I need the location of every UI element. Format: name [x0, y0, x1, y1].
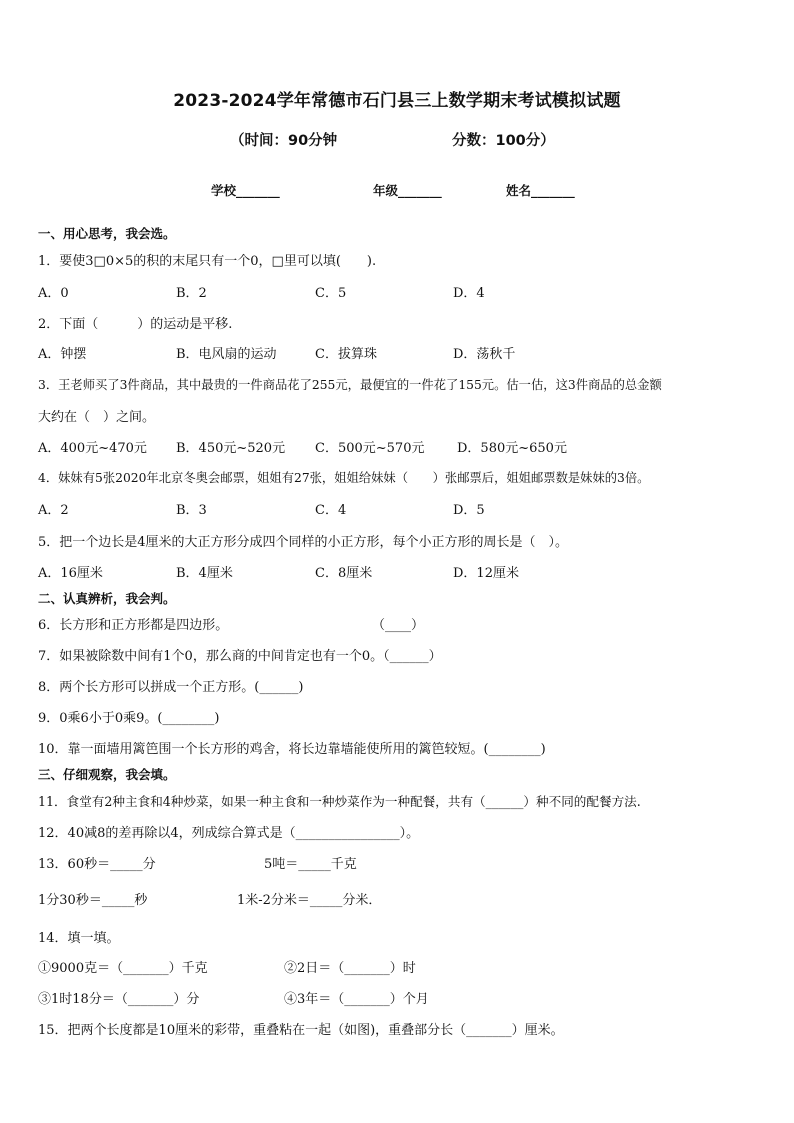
option-c: C．4 — [315, 503, 347, 518]
option-d: D．5 — [453, 503, 485, 518]
question-13-part-2: 5吨＝_____千克 — [264, 857, 357, 872]
exam-score: 分数：100分） — [452, 133, 555, 149]
question-14-part-3: ③1时18分＝（_______）分 — [38, 992, 200, 1007]
section-heading-3: 三、仔细观察，我会填。 — [38, 767, 176, 782]
name-field: 姓名_______ — [506, 183, 575, 198]
question-14: 14．填一填。 — [38, 931, 120, 946]
question-10: 10．靠一面墙用篱笆围一个长方形的鸡舍，将长边靠墙能使所用的篱笆较短。(________) — [38, 742, 546, 757]
option-b: B．3 — [176, 503, 207, 518]
question-4: 4．妹妹有5张2020年北京冬奥会邮票，姐姐有27张，姐姐给妹妹（ ）张邮票后，姐姐邮票数是妹妹的3倍。 — [38, 471, 650, 485]
option-c: C．8厘米 — [315, 566, 373, 581]
exam-time: （时间：90分钟 — [230, 133, 338, 149]
question-14-part-4: ④3年＝（_______）个月 — [284, 992, 429, 1007]
option-a: A．2 — [38, 503, 69, 518]
option-a: A．0 — [38, 286, 69, 301]
option-c: C．拔算珠 — [315, 347, 377, 362]
question-9: 9．0乘6小于0乘9。(________) — [38, 711, 220, 726]
question-13-part-3: 1分30秒＝_____秒 — [38, 893, 148, 908]
option-c: C．500元~570元 — [315, 441, 425, 456]
option-b: B．2 — [176, 286, 207, 301]
question-5: 5．把一个边长是4厘米的大正方形分成四个同样的小正方形，每个小正方形的周长是（ ）。 — [38, 535, 569, 550]
question-13-part-1: 13．60秒＝_____分 — [38, 857, 156, 872]
question-3-cont: 大约在（ ）之间。 — [38, 410, 156, 425]
option-c: C．5 — [315, 286, 347, 301]
question-1: 1．要使3□0×5的积的末尾只有一个0，□里可以填( ). — [38, 254, 377, 269]
option-a: A．16厘米 — [38, 566, 103, 581]
option-a: A．钟摆 — [38, 347, 87, 362]
question-12: 12．40减8的差再除以4，列成综合算式是（________________）。 — [38, 826, 420, 841]
question-13-part-4: 1米-2分米＝_____分米． — [237, 893, 382, 908]
question-6: 6．长方形和正方形都是四边形。 — [38, 618, 229, 633]
option-b: B．4厘米 — [176, 566, 233, 581]
option-d: D．荡秋千 — [453, 347, 516, 362]
question-7: 7．如果被除数中间有1个0，那么商的中间肯定也有一个0。（______） — [38, 649, 442, 664]
question-15: 15．把两个长度都是10厘米的彩带，重叠粘在一起（如图)，重叠部分长（_______）厘米。 — [38, 1023, 564, 1038]
section-heading-2: 二、认真辨析，我会判。 — [38, 591, 176, 606]
option-d: D．4 — [453, 286, 485, 301]
question-3: 3．王老师买了3件商品，其中最贵的一件商品花了255元，最便宜的一件花了155元。估一估，这3件商品的总金额 — [38, 378, 662, 392]
option-a: A．400元~470元 — [38, 441, 147, 456]
question-8: 8．两个长方形可以拼成一个正方形。(______) — [38, 680, 304, 695]
option-d: D．12厘米 — [453, 566, 519, 581]
option-b: B．电风扇的运动 — [176, 347, 277, 362]
question-14-part-1: ①9000克＝（_______）千克 — [38, 961, 208, 976]
option-b: B．450元~520元 — [176, 441, 286, 456]
question-14-part-2: ②2日＝（_______）时 — [284, 961, 416, 976]
section-heading-1: 一、用心思考，我会选。 — [38, 226, 176, 241]
school-field: 学校_______ — [211, 183, 280, 198]
question-2: 2．下面（ ）的运动是平移. — [38, 317, 233, 332]
option-d: D．580元~650元 — [457, 441, 567, 456]
question-11: 11．食堂有2种主食和4种炒菜，如果一种主食和一种炒菜作为一种配餐，共有（______）种不同的配餐方法. — [38, 794, 641, 809]
page-title: 2023-2024学年常德市石门县三上数学期末考试模拟试题 — [173, 91, 621, 111]
grade-field: 年级_______ — [373, 183, 442, 198]
answer-blank: （____） — [372, 618, 425, 633]
